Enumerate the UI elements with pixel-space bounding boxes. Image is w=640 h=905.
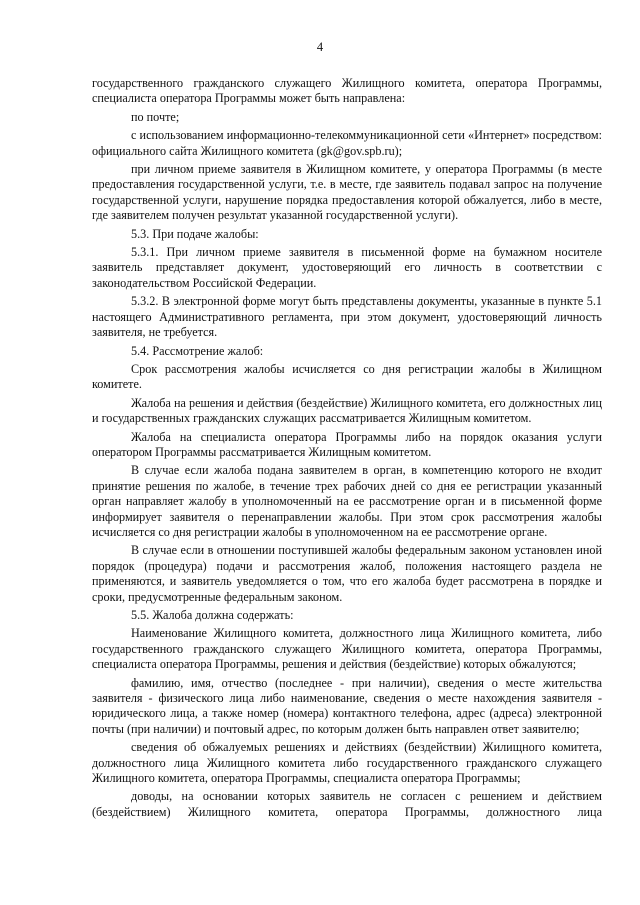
paragraph: с использованием информационно-телекоммуникационной сети «Интернет» посредством: официального сайта Жилищного комитета (gk@gov.spb.ru); xyxy=(92,128,602,158)
paragraph: 5.3.1. При личном приеме заявителя в письменной форме на бумажном носителе заявитель представляет документ, удостоверяющий его личность в соответствии с законодательством Российской Федерации. xyxy=(92,245,602,290)
paragraph: 5.3.2. В электронной форме могут быть представлены документы, указанные в пункте 5.1 настоящего Административного регламента, при этом документ, удостоверяющий личность заявителя, не требуется. xyxy=(92,294,602,340)
section-heading: 5.5. Жалоба должна содержать: xyxy=(131,608,294,622)
paragraph: В случае если в отношении поступившей жалобы федеральным законом установлен иной порядок (процедура) подачи и рассмотрения жалоб, положения настоящего раздела не применяются, и заявитель уведомляется о том, что его жалоба будет рассмотрена в порядке и сроки, предусмотренные федеральным законом. xyxy=(92,543,602,604)
paragraph: сведения об обжалуемых решениях и действиях (бездействии) Жилищного комитета, должностного лица Жилищного комитета либо государственного гражданского служащего Жилищного комитета, оператора Программы, специалиста оператора Программы; xyxy=(92,740,602,786)
paragraph: доводы, на основании которых заявитель не согласен с решением и действием (бездействием) Жилищного комитета, оператора Программы, должностного лица xyxy=(92,789,602,819)
paragraph: Срок рассмотрения жалобы исчисляется со дня регистрации жалобы в Жилищном комитете. xyxy=(92,361,602,392)
paragraph: Жалоба на решения и действия (бездействие) Жилищного комитета, его должностных лиц и государственных гражданских служащих рассматривается Жилищным комитетом. xyxy=(92,395,602,426)
paragraph: при личном приеме заявителя в Жилищном комитете, у оператора Программы (в месте предоставления государственной услуги, т.е. в месте, где заявитель подавал запрос на получение государственной услуги, нарушение порядка предоставления которой обжалуется, либо в месте, где заявителем получен результат указанной государственной услуги). xyxy=(92,162,602,223)
paragraph: государственного гражданского служащего Жилищного комитета, оператора Программы, специалиста оператора Программы может быть направлена: xyxy=(92,76,602,106)
paragraph: по почте; xyxy=(131,109,180,124)
page-number: 4 xyxy=(316,40,324,54)
paragraph: В случае если жалоба подана заявителем в орган, в компетенцию которого не входит принятие решения по жалобе, в течение трех рабочих дней со дня ее регистрации указанный орган направляет жалобу в уполномоченный на ее рассмотрение орган и в письменной форме информирует заявителя о перенаправлении жалобы. При этом срок рассмотрения жалобы исчисляется со дня регистрации жалобы в уполномоченном на ее рассмотрение органе. xyxy=(92,463,602,539)
document-body xyxy=(92,76,602,820)
paragraph: фамилию, имя, отчество (последнее - при наличии), сведения о месте жительства заявителя - физического лица либо наименование, сведения о месте нахождения заявителя - юридического лица, а также номер (номера) контактного телефона, адрес (адреса) электронной почты (при наличии) и почтовый адрес, по которым должен быть направлен ответ заявителю; xyxy=(92,675,602,736)
section-heading: 5.4. Рассмотрение жалоб: xyxy=(131,343,264,358)
paragraph: Жалоба на специалиста оператора Программы либо на порядок оказания услуги оператором Программы рассматривается Жилищным комитетом. xyxy=(92,429,602,459)
paragraph: Наименование Жилищного комитета, должностного лица Жилищного комитета, либо государственного гражданского служащего Жилищного комитета, оператора Программы, специалиста оператора Программы, решения и действия (бездействие) которых обжалуются; xyxy=(92,626,602,672)
section-heading: 5.3. При подаче жалобы: xyxy=(131,226,259,241)
